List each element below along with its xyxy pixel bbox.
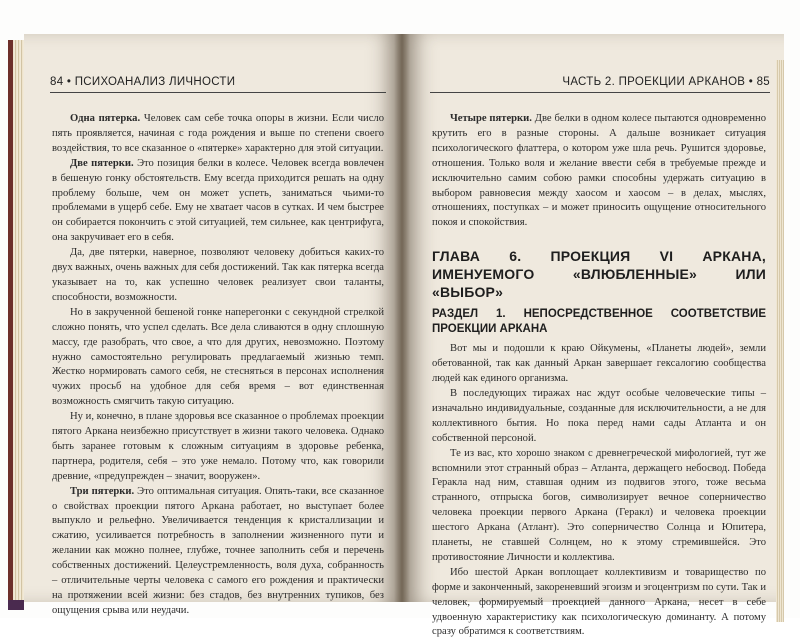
paragraph (52, 410, 384, 485)
paragraph-text: Человек сам себе точка опоры в жизни. Если число пять проявляется, начиная с года рождения и выше по степени своего воздействия, то все сказанное о «пятерке» характерно для этой ситуации. (52, 113, 384, 154)
paragraph-text: Это оптимальная ситуация. Опять-таки, все сказанное о свойствах проекции пятого Аркана работает, но выступает более выпукло и рельефно. Увеличивается тенденция к кристаллизации и сжатию, усиливается потребность в заполнении жизненного пути и желании как можно полнее, глубже, точнее заполнить себя и перечень собственных достижений. Целеустремленность, воля духа, собранность – отличительные черты человека с самого его рождения и практически на протяжении всей жизни: без стадов, без внутренних тупиков, без ощущения срыва или неудачи. (52, 485, 384, 616)
section-title: РАЗДЕЛ 1. НЕПОСРЕДСТВЕННОЕ СООТВЕТСТВИЕ ПРОЕКЦИИ АРКАНА (432, 308, 766, 336)
paragraph (52, 157, 384, 246)
paragraph (52, 485, 384, 619)
left-page (24, 34, 402, 616)
paragraph-text: Ну и, конечно, в плане здоровья все сказанное о проблемах проекции пятого Аркана неизбежно присутствует в жизни такого человека. Однако быть заранее готовым к сложным ситуациям в здоровье ребенка, партнера, родителя, себя – это уже немало. Потому что, как говорили древние, «предупрежден – значит, вооружен». (52, 411, 384, 482)
right-page (402, 34, 784, 638)
left-header-rule (50, 92, 386, 93)
book-cover-left (8, 40, 13, 605)
chapter-title: ГЛАВА 6. ПРОЕКЦИЯ VI АРКАНА, ИМЕНУЕМОГО «ВЛЮБЛЕННЫЕ» ИЛИ «ВЫБОР» (432, 248, 766, 301)
paragraph: Те из вас, кто хорошо знаком с древнегреческой мифологией, тут же вспомнили этот странный образ – Атланта, держащего небосвод. Победа Геракла над ним, ставшая одним из подвигов этого, тоже весьма странного, отпрыска богов, символизирует вечное соперничество человека проекции первого Аркана (Геракл) и человека проекции шестого Аркана (Атлант). Это соперничество Солнца и Юпитера, планеты, не ставшей Солнцем, но к этому стремившейся. Это противостояние Личности и коллектива. (432, 447, 766, 563)
paragraph-text: Да, две пятерки, наверное, позволяют человеку добиться каких-то двух важных, очень важных для себя достижений. Так как пятерка всегда указывает на то, как успешно человек реализует свои таланты, способности, возможности. (52, 247, 384, 303)
paragraph: В последующих тиражах нас ждут особые человеческие типы – изначально индивидуальные, созданные для исключительности, а не для коллективного бытия. Но пока перед нами сады Атланта и он собственной персоной. (432, 387, 766, 444)
paragraph-lead: Одна пятерка. (70, 113, 141, 124)
paragraph-lead: Две пятерки. (70, 157, 134, 169)
paragraph (52, 306, 384, 410)
paragraph: Вот мы и подошли к краю Ойкумены, «Планеты людей», земли обетованной, так как данный Аркан завершает гексалогию сообщества людей как единого организма. (432, 343, 766, 385)
paragraph (52, 112, 384, 157)
paragraph: Ибо шестой Аркан воплощает коллективизм и товарищество по форме и законченный, закореневший эгоизм и эгоцентризм по сути. Так и человек, формируемый проекцией данного Аркана, несет в себе удвоенную характеристику как психологическую доминанту. А потому сразу обратимся к соответствиям. (432, 566, 766, 638)
book-gutter (394, 34, 410, 602)
paragraph-text: Но в закрученной бешеной гонке наперегонки с секундной стрелкой сложно понять, что успел сделать. Все дела сливаются в одну сплошную массу, где разобрать, что свое, а что для других, невозможно. Поэтому нужно самостоятельно регулировать предлагаемый жизнью темп. Жестко нормировать самого себя, не стесняться в персонах исполнения чужих просьб на удобное для себя время – вот единственная возможность смягчить такую ситуацию. (52, 306, 384, 408)
open-book (8, 12, 790, 638)
left-page-header: 84 • ПСИХОАНАЛИЗ ЛИЧНОСТИ (50, 76, 236, 88)
left-page-body (52, 112, 384, 619)
paragraph (52, 246, 384, 306)
paragraph-lead: Четыре пятерки. (450, 113, 532, 124)
page-edges-right (776, 60, 784, 622)
paragraph (432, 112, 766, 231)
book-cover-corner (8, 600, 24, 610)
right-page-header: ЧАСТЬ 2. ПРОЕКЦИИ АРКАНОВ • 85 (562, 76, 770, 88)
right-page-body (432, 112, 766, 640)
paragraph-text: Две белки в одном колесе пытаются одновременно крутить его в разные стороны. А дальше возникает ситуация психологического флаттера, о котором уже шла речь. Рушится здоровье, отношения. Только воля и желание ввести себя в требуемые прежде и исключительно самим собою рамки способны удержать ситуацию в выбором равновесия между хаосом и хаосом – в делах, мыслях, отношениях, поступках – и может приносить ощущение относительного покоя и спокойствия. (432, 113, 766, 229)
paragraph-lead: Три пятерки. (70, 485, 135, 497)
right-header-rule (430, 92, 770, 93)
paragraph-text: Это позиция белки в колесе. Человек всегда вовлечен в бешеную гонку обстоятельств. Ему всегда приходится решать на одну проблему больше, чем он может успеть, заниматься чьими-то проблемами в ущерб себе. Ему не хватает часов в сутках. И чем быстрее он собирается покончить с этой ситуацией, тем сильнее, как центрифуга, она закручивает его в себя. (52, 157, 384, 244)
